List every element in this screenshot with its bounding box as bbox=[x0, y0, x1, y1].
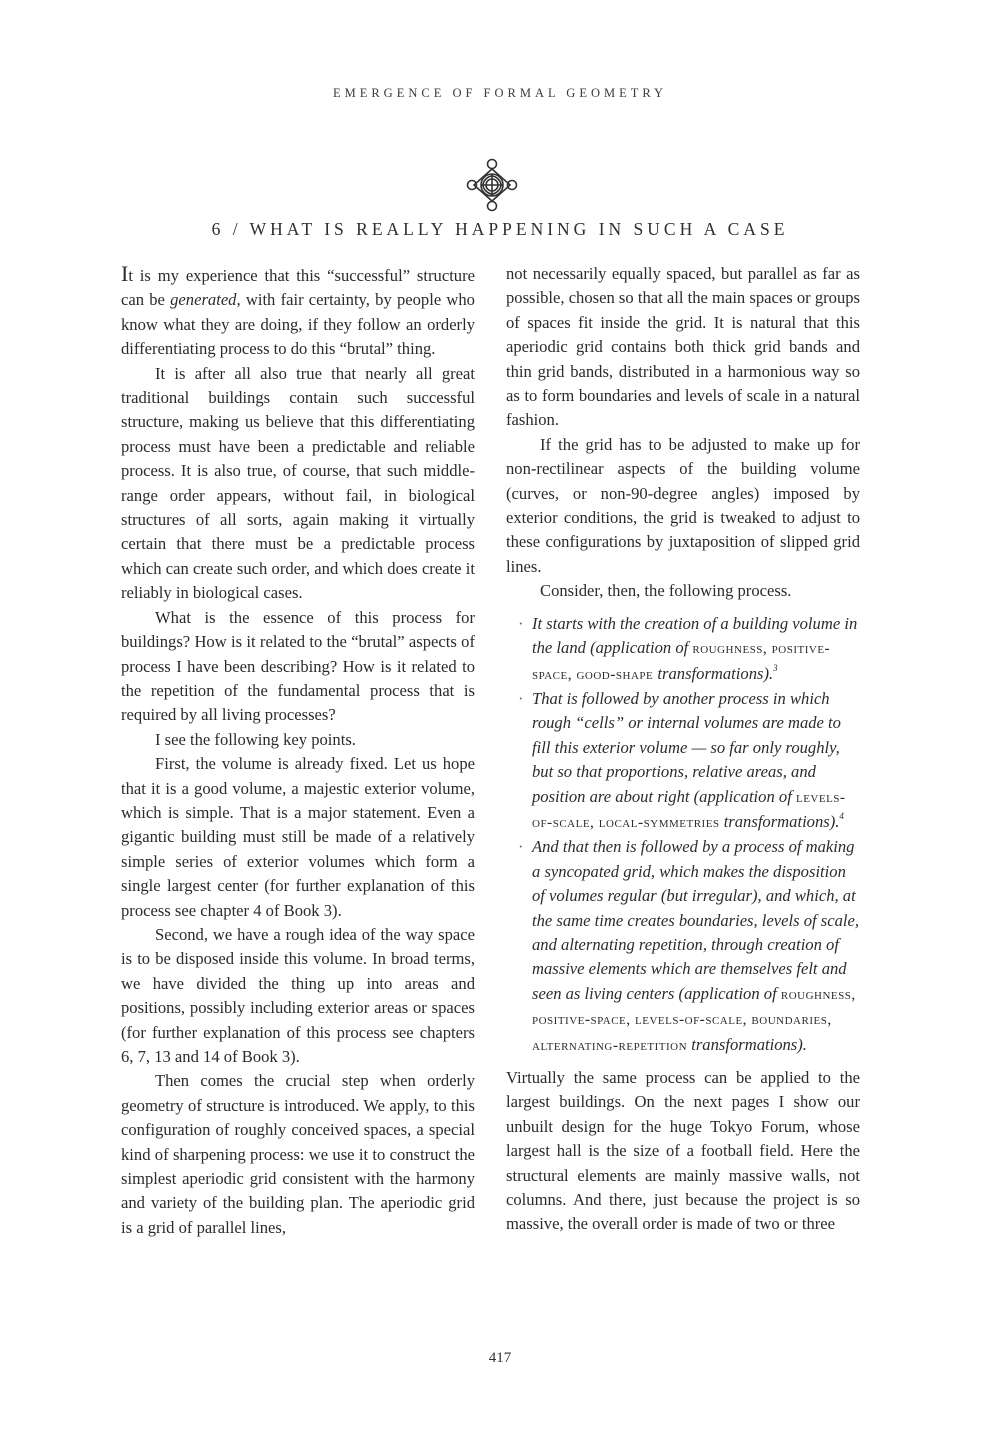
paragraph: It is after all also true that nearly all great traditional buildings contain such successful structure, making us believe that this differentiating process must have been a predictable and reliable process. It is also true, of course, that such middle-range order appears, without fail, in biological structures of all sorts, again making it virtually certain that there must be a predictable process which can create such order, and which does create it reliably in biological cases. bbox=[121, 363, 475, 603]
list-item bbox=[518, 687, 860, 835]
footnote-ref: 4 bbox=[839, 811, 844, 822]
text-span: And that then is followed by a process of making a syncopated grid, which makes the disposition of volumes regular (but irregular), and which, at the same time creates boundaries, levels of scale, and alternating repetition, through creation of massive elements which are themselves felt and seen as living centers (application of bbox=[532, 837, 860, 1003]
text-span: transformations). bbox=[687, 1034, 807, 1054]
paragraph: Virtually the same process can be applied to the largest buildings. On the next pages I show our unbuilt design for the huge Tokyo Forum, whose largest hall is the size of a football field. Here the structural elements are mainly massive walls, not columns. And there, just because the project is so massive, the overall order is made of two or three bbox=[506, 1068, 860, 1234]
text-span: transformations). bbox=[719, 811, 840, 831]
text-span: , with fair certainty, by people who know what they are doing, if they follow an orderly differentiating process to do this “brutal” thing. bbox=[121, 290, 475, 359]
list-item bbox=[518, 835, 860, 1058]
text-span: That is followed by another process in which rough “cells” or internal volumes are made to fill this exterior volume — so far only roughly, but so that proportions, relative areas, and position are about right (application of bbox=[532, 688, 841, 806]
bullet-icon: · bbox=[518, 837, 524, 857]
text-span: It starts with the creation of a building volume in the land (application of bbox=[532, 613, 858, 658]
small-caps-terms: roughness, positive-space, good-shape bbox=[532, 640, 831, 683]
celtic-knot-ornament-icon bbox=[466, 157, 518, 213]
paragraph: If the grid has to be adjusted to make up for non-rectilinear aspects of the building volume (curves, or non-90-degree angles) imposed by exterior conditions, the grid is tweaked to adjust to these configurations by juxtaposition of slipped grid lines. bbox=[506, 434, 860, 576]
initial-letter: I bbox=[121, 261, 129, 286]
paragraph: I see the following key points. bbox=[155, 729, 356, 749]
footnote-ref: 3 bbox=[773, 662, 778, 673]
bullet-icon: · bbox=[518, 688, 524, 708]
paragraph bbox=[121, 262, 475, 362]
small-caps-terms: levels-of-scale, local-symmetries bbox=[532, 788, 846, 831]
paragraph: Consider, then, the following process. bbox=[540, 581, 792, 601]
paragraph: not necessarily equally spaced, but parallel as far as possible, chosen so that all the main spaces or groups of spaces fit inside the grid. It is natural that this aperiodic grid contains both thick grid bands and thin grid bands, distributed in a harmonious way so as to form boundaries and levels of scale in a natural fashion. bbox=[506, 264, 860, 430]
list-item bbox=[518, 612, 860, 687]
paragraph: What is the essence of this process for buildings? How is it related to the “brutal” aspects of process I have been describing? How is it related to the repetition of the fundamental process that is required by all living processes? bbox=[121, 607, 475, 725]
process-list bbox=[506, 612, 860, 1058]
emphasis: generated bbox=[170, 290, 237, 310]
running-head: EMERGENCE OF FORMAL GEOMETRY bbox=[332, 86, 668, 100]
paragraph: Second, we have a rough idea of the way space is to be disposed inside this volume. In broad terms, we have divided the thing up into areas and positions, possibly including exterior areas or spaces (for further explanation of this process see chapters 6, 7, 13 and 14 of Book 3). bbox=[121, 924, 475, 1066]
paragraph: First, the volume is already fixed. Let us hope that it is a good volume, a majestic exterior volume, which is simple. That is a major statement. Even a gigantic building must still be made of a relatively simple series of exterior volumes which form a single largest center (for further explanation of this process see chapter 4 of Book 3). bbox=[121, 754, 475, 920]
right-column bbox=[506, 262, 860, 1237]
small-caps-terms: roughness, positive-space, levels-of-scale, boundaries, alternating-repetition bbox=[532, 985, 856, 1054]
bullet-icon: · bbox=[518, 613, 524, 633]
text-span: transformations). bbox=[653, 663, 774, 683]
section-heading: 6 / WHAT IS REALLY HAPPENING IN SUCH A CASE bbox=[211, 219, 789, 239]
text-span: t is my experience that this “successful” structure can be bbox=[121, 266, 475, 310]
left-column bbox=[121, 262, 475, 1240]
page-number: 417 bbox=[488, 1350, 512, 1366]
paragraph: Then comes the crucial step when orderly geometry of structure is introduced. We apply, to this configuration of roughly conceived spaces, a special kind of sharpening process: we use it to construct the simplest aperiodic grid consistent with the harmony and variety of the building plan. The aperiodic grid is a grid of parallel lines, bbox=[121, 1071, 475, 1237]
